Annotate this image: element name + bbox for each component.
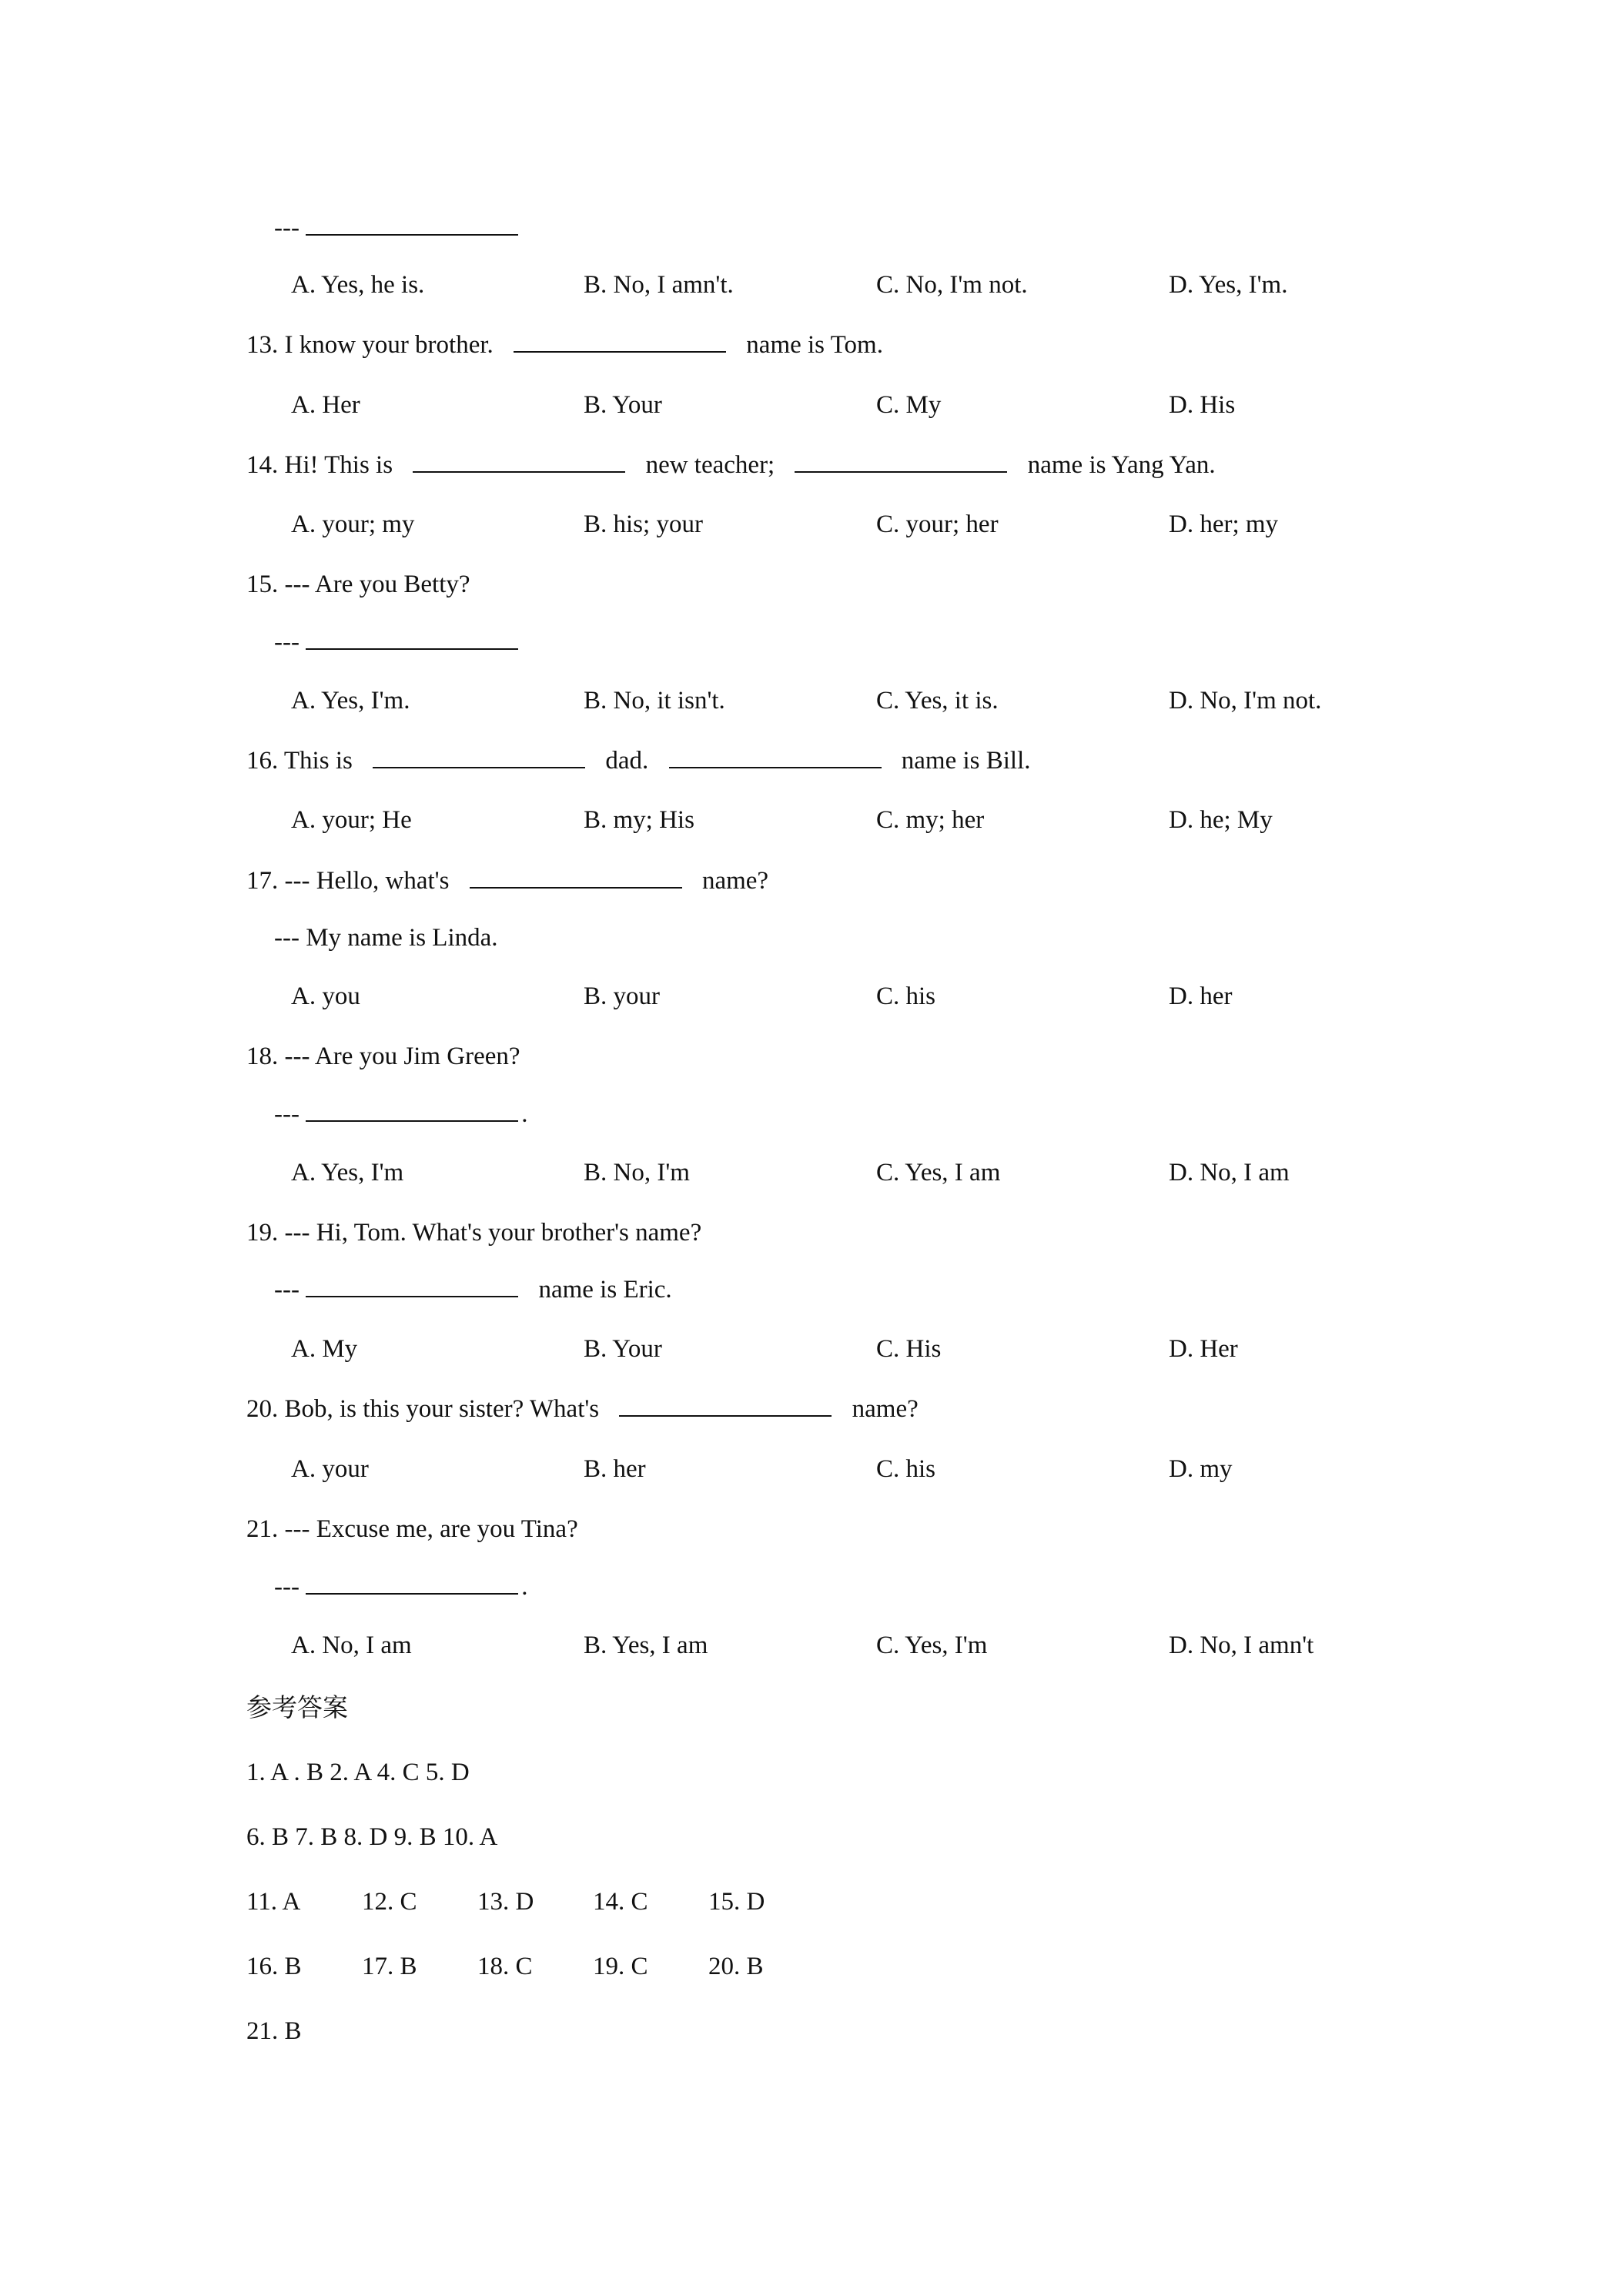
q18-options <box>291 1157 1446 1188</box>
option-a: A. Yes, he is. <box>291 271 425 299</box>
answer-blank <box>306 627 518 650</box>
q16-stem: 16. This is dad. name is Bill. <box>246 747 1031 775</box>
option-a: A. your; He <box>291 806 412 834</box>
answer-item: 16. B <box>246 1953 302 1980</box>
q21-stem: 21. --- Excuse me, are you Tina? <box>246 1515 578 1543</box>
option-a: A. Yes, I'm <box>291 1159 404 1186</box>
q17-options <box>291 981 1446 1012</box>
q19-reply: --- name is Eric. <box>274 1276 672 1304</box>
answer-key-title: 参考答案 <box>246 1692 348 1722</box>
answer-key-row-2: 6. B 7. B 8. D 9. B 10. A <box>246 1823 498 1851</box>
answer-blank <box>413 450 625 473</box>
option-a: A. your; my <box>291 510 415 538</box>
option-c: C. His <box>876 1335 942 1363</box>
answer-item: 13. D <box>477 1888 534 1916</box>
q21-options <box>291 1630 1446 1661</box>
option-a: A. Yes, I'm. <box>291 687 410 715</box>
option-c: C. Yes, I'm <box>876 1632 988 1659</box>
q14-stem: 14. Hi! This is new teacher; name is Yang Yan. <box>246 451 1216 479</box>
answer-blank <box>470 865 682 889</box>
answer-item: 15. D <box>708 1888 765 1916</box>
q16-options <box>291 805 1446 835</box>
q17-reply: --- My name is Linda. <box>274 924 498 952</box>
option-a: A. Her <box>291 391 360 419</box>
option-a: A. My <box>291 1335 358 1363</box>
option-a: A. No, I am <box>291 1632 412 1659</box>
answer-item: 20. B <box>708 1953 764 1980</box>
q14-options <box>291 509 1446 540</box>
option-c: C. your; her <box>876 510 999 538</box>
q12-reply: --- <box>274 213 532 243</box>
answer-blank <box>795 450 1007 473</box>
answer-blank <box>373 745 585 768</box>
option-c: C. his <box>876 1455 936 1483</box>
answer-item: 12. C <box>362 1888 417 1916</box>
option-d: D. her; my <box>1169 510 1279 538</box>
option-c: C. Yes, it is. <box>876 687 999 715</box>
option-d: D. No, I'm not. <box>1169 687 1322 715</box>
option-b: B. my; His <box>584 806 694 834</box>
option-b: B. No, I'm <box>584 1159 690 1186</box>
answer-item: 14. C <box>593 1888 648 1916</box>
q19-options <box>291 1334 1446 1364</box>
answer-key-row-4 <box>246 1951 862 1982</box>
q13-options <box>291 390 1446 420</box>
option-d: D. No, I am <box>1169 1159 1290 1186</box>
answer-blank <box>306 1571 518 1595</box>
answer-item: 18. C <box>477 1953 533 1980</box>
q20-options <box>291 1454 1446 1484</box>
answer-item: 11. A <box>246 1888 301 1916</box>
option-b: B. No, I amn't. <box>584 271 734 299</box>
q19-stem: 19. --- Hi, Tom. What's your brother's name? <box>246 1219 702 1247</box>
option-d: D. her <box>1169 982 1233 1010</box>
option-d: D. Her <box>1169 1335 1238 1363</box>
option-b: B. her <box>584 1455 646 1483</box>
answer-blank <box>306 1274 518 1297</box>
option-d: D. Yes, I'm. <box>1169 271 1288 299</box>
answer-item: 17. B <box>362 1953 417 1980</box>
q17-stem: 17. --- Hello, what's name? <box>246 867 769 895</box>
q18-reply: --- . <box>274 1100 528 1128</box>
answer-key-row-1: 1. A . B 2. A 4. C 5. D <box>246 1759 470 1786</box>
q12-options <box>291 269 1446 300</box>
option-d: D. No, I amn't <box>1169 1632 1314 1659</box>
answer-key-row-5: 21. B <box>246 2017 302 2045</box>
option-c: C. Yes, I am <box>876 1159 1001 1186</box>
q18-stem: 18. --- Are you Jim Green? <box>246 1043 520 1070</box>
option-b: B. your <box>584 982 660 1010</box>
option-c: C. his <box>876 982 936 1010</box>
option-c: C. No, I'm not. <box>876 271 1028 299</box>
q15-reply: --- <box>274 627 532 658</box>
option-b: B. his; your <box>584 510 703 538</box>
option-d: D. His <box>1169 391 1236 419</box>
option-c: C. my; her <box>876 806 985 834</box>
answer-blank <box>514 330 726 353</box>
option-a: A. your <box>291 1455 369 1483</box>
option-b: B. Your <box>584 1335 662 1363</box>
answer-item: 19. C <box>593 1953 648 1980</box>
option-b: B. Your <box>584 391 662 419</box>
q15-options <box>291 685 1446 716</box>
q13-stem: 13. I know your brother. name is Tom. <box>246 331 883 359</box>
q20-stem: 20. Bob, is this your sister? What's name? <box>246 1395 919 1423</box>
answer-blank <box>619 1394 832 1417</box>
answer-blank <box>306 213 518 236</box>
answer-blank <box>669 745 882 768</box>
answer-key-row-3 <box>246 1886 862 1917</box>
answer-blank <box>306 1099 518 1122</box>
option-b: B. Yes, I am <box>584 1632 708 1659</box>
q15-stem: 15. --- Are you Betty? <box>246 571 470 598</box>
option-c: C. My <box>876 391 942 419</box>
option-d: D. he; My <box>1169 806 1273 834</box>
option-a: A. you <box>291 982 360 1010</box>
q21-reply: --- . <box>274 1573 528 1601</box>
option-b: B. No, it isn't. <box>584 687 725 715</box>
option-d: D. my <box>1169 1455 1233 1483</box>
